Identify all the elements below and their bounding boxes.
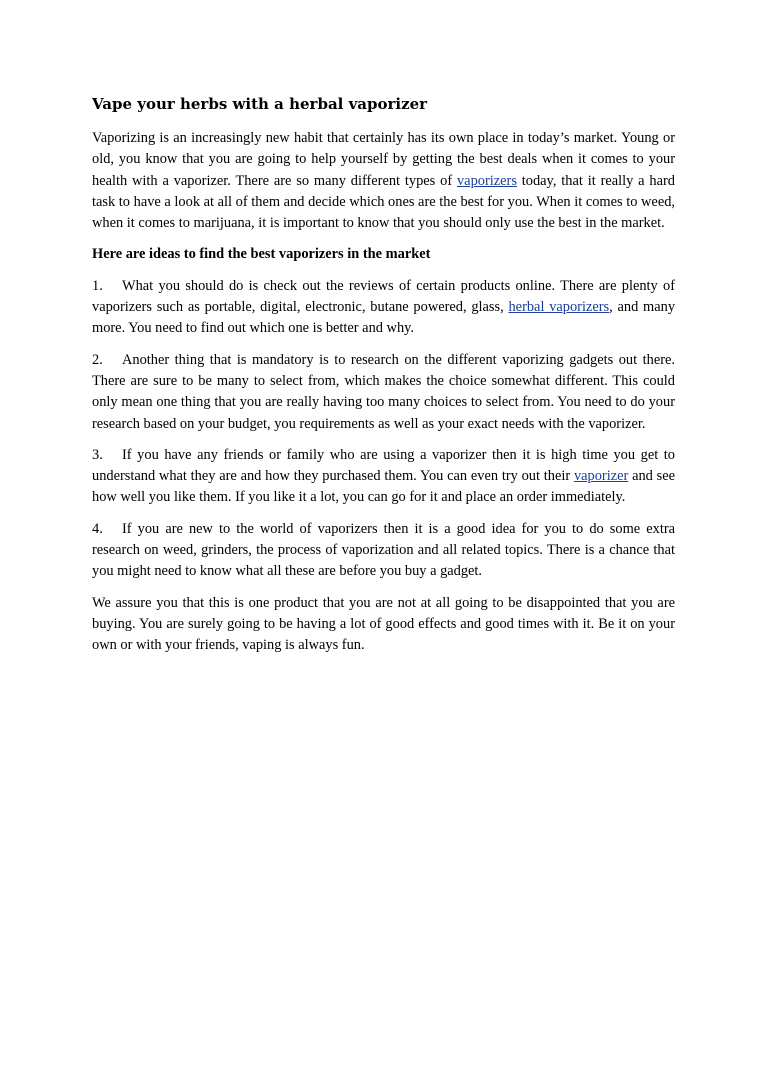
list-number-1: 1. bbox=[92, 277, 103, 294]
list-item-3-text-1: If you have any friends or family who are using a vaporizer then it is high time you get to understand what they are and how they purchased them. You can even try out their bbox=[92, 446, 675, 485]
vaporizers-link[interactable]: vaporizers bbox=[456, 172, 517, 189]
closing-paragraph: We assure you that this is one product that you are not at all going to be disappointed that you are buying. You are surely going to be having a lot of good effects and good times with it. Be it on your own or with your friends, vaping is always fun. bbox=[92, 594, 675, 654]
list-item-2-text: Another thing that is mandatory is to research on the different vaporizing gadgets out there. There are sure to be many to select from, which makes the choice somewhat different. This could only mean one thing that you are really having too many choices to select from. You need to do your research based on your budget, you requirements as well as your exact needs with the vaporizer. bbox=[92, 351, 675, 432]
list-number-2: 2. bbox=[92, 351, 103, 368]
herbal-vaporizers-link[interactable]: herbal vaporizers bbox=[508, 299, 610, 316]
list-item-1-text-2: , and many more. You need to find out which one is better and why. bbox=[92, 299, 676, 337]
intro-text-1: Vaporizing is an increasingly new habit that certainly has its own place in today’s market. Young or old, you know that you are going to help yourself by getting the best deals when it comes to your health with a vaporizer. There are so many different types of bbox=[92, 130, 675, 189]
list-item-4 bbox=[92, 519, 675, 583]
list-number-3: 3. bbox=[92, 446, 103, 463]
list-item-1 bbox=[92, 276, 675, 340]
list-number-4: 4. bbox=[92, 520, 103, 537]
list-item-4-text: If you are new to the world of vaporizers then it is a good idea for you to do some extra research on weed, grinders, the process of vaporization and all related topics. There is a chance that you might need to know what all these are before you buy a gadget. bbox=[92, 520, 675, 580]
list-item-1-text-1: What you should do is check out the reviews of certain products online. There are plenty of vaporizers such as portable, digital, electronic, butane powered, glass, bbox=[92, 277, 675, 316]
document-page bbox=[92, 94, 675, 667]
intro-text-2: today, that it really a hard task to have a look at all of them and decide which ones are the best for you. When it comes to weed, when it comes to marijuana, it is important to know that you should only use the best in the market. bbox=[92, 172, 675, 232]
vaporizer-link[interactable]: vaporizer bbox=[573, 468, 629, 485]
document-title: Vape your herbs with a herbal vaporizer bbox=[92, 95, 428, 113]
intro-paragraph bbox=[92, 128, 675, 234]
list-item-3 bbox=[92, 445, 675, 509]
list-item-3-text-2: and see how well you like them. If you like it a lot, you can go for it and place an order immediately. bbox=[92, 468, 675, 506]
list-item-2 bbox=[92, 350, 675, 435]
section-subheading: Here are ideas to find the best vaporizers in the market bbox=[92, 246, 431, 263]
